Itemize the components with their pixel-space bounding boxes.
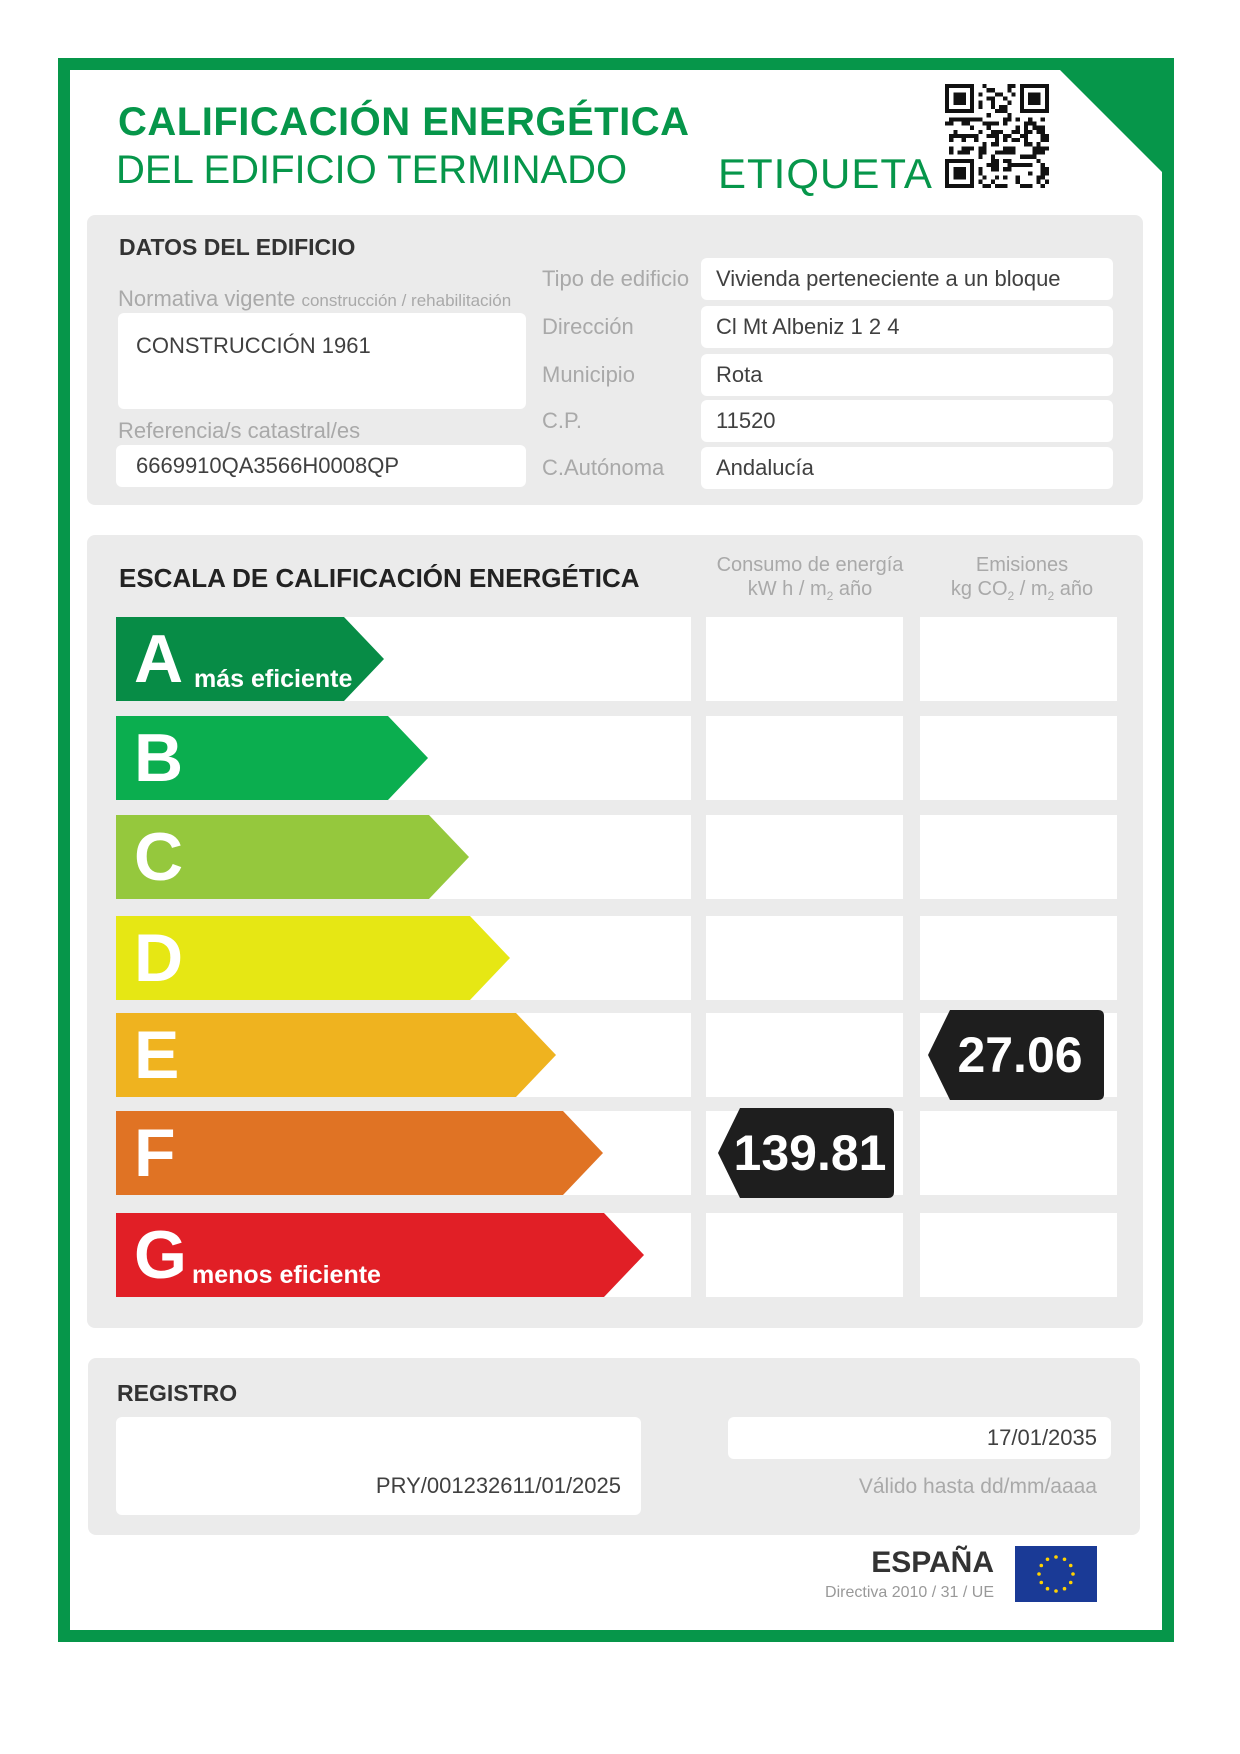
consumo-cell <box>706 617 903 701</box>
band-sublabel: menos eficiente <box>192 1261 381 1289</box>
scale-section-title: ESCALA DE CALIFICACIÓN ENERGÉTICA <box>119 563 640 593</box>
field-value: Andalucía <box>701 447 1113 489</box>
band-c <box>116 815 469 899</box>
emisiones-cell <box>920 1111 1117 1195</box>
band-g <box>116 1213 644 1297</box>
field-value: 11520 <box>701 400 1113 442</box>
band-f <box>116 1111 603 1195</box>
field-value: Rota <box>701 354 1113 396</box>
etiqueta-label: ETIQUETA <box>718 150 933 197</box>
building-section-title: DATOS DEL EDIFICIO <box>119 234 356 260</box>
consumo-value-badge <box>718 1108 894 1198</box>
consumo-column-header: Consumo de energía kW h / $m_2$ año <box>716 554 904 603</box>
band-arrow <box>116 1111 603 1195</box>
consumo-cell <box>706 1013 903 1097</box>
band-b <box>116 716 428 800</box>
field-label: C.Autónoma <box>542 455 665 480</box>
emisiones-cell <box>920 716 1117 800</box>
normativa-sublabel: construcción / rehabilitación <box>301 291 512 310</box>
qr-code-icon <box>944 84 1050 188</box>
consumo-cell <box>706 815 903 899</box>
field-label: Tipo de edificio <box>542 266 690 291</box>
emisiones-value-badge <box>928 1010 1104 1100</box>
registro-number: PRY/001232611/01/2025 <box>375 1473 621 1498</box>
band-letter: F <box>134 1115 176 1191</box>
field-label: Municipio <box>542 362 635 387</box>
band-sublabel: más eficiente <box>194 665 353 693</box>
badge-value: 27.06 <box>957 1027 1083 1083</box>
normativa-label: Normativa vigente construcción / rehabilitación <box>118 286 512 311</box>
field-label: Dirección <box>542 314 634 339</box>
emisiones-cell <box>920 916 1117 1000</box>
band-letter: A <box>134 621 184 697</box>
corner-triangle <box>1060 70 1162 172</box>
band-letter: G <box>134 1217 187 1293</box>
consumo-cell <box>706 1213 903 1297</box>
emisiones-cell <box>920 815 1117 899</box>
registro-date-field: 17/01/2035 <box>728 1417 1111 1459</box>
field-value: Vivienda perteneciente a un bloque <box>701 258 1113 300</box>
band-arrow <box>116 1013 556 1097</box>
badge-value: 139.81 <box>733 1125 887 1181</box>
registro-number-field <box>116 1417 641 1515</box>
referencia-label: Referencia/s catastral/es <box>118 418 361 443</box>
emisiones-column-header: Emisiones kg $CO_2 / m_2$ año <box>950 554 1094 603</box>
band-letter: B <box>134 720 184 796</box>
title-line-1: CALIFICACIÓN ENERGÉTICA <box>118 100 690 144</box>
country-label: ESPAÑA <box>871 1546 994 1579</box>
band-a <box>116 617 384 701</box>
field-value: Cl Mt Albeniz 1 2 4 <box>701 306 1113 348</box>
valid-until-label: Válido hasta dd/mm/aaaa <box>858 1475 1097 1498</box>
consumo-cell <box>706 916 903 1000</box>
directive-label: Directiva 2010 / 31 / UE <box>825 1584 994 1601</box>
eu-flag-icon <box>1015 1546 1097 1602</box>
band-e <box>116 1013 556 1097</box>
normativa-field: CONSTRUCCIÓN 1961 <box>118 313 526 409</box>
band-d <box>116 916 510 1000</box>
referencia-field: 6669910QA3566H0008QP <box>116 445 526 487</box>
field-label: C.P. <box>542 408 582 433</box>
title-line-2: DEL EDIFICIO TERMINADO <box>116 148 628 192</box>
registro-section-title: REGISTRO <box>117 1380 238 1406</box>
band-letter: C <box>134 819 184 895</box>
band-letter: E <box>134 1017 180 1093</box>
emisiones-cell <box>920 1213 1117 1297</box>
emisiones-cell <box>920 617 1117 701</box>
band-letter: D <box>134 920 184 996</box>
consumo-cell <box>706 716 903 800</box>
